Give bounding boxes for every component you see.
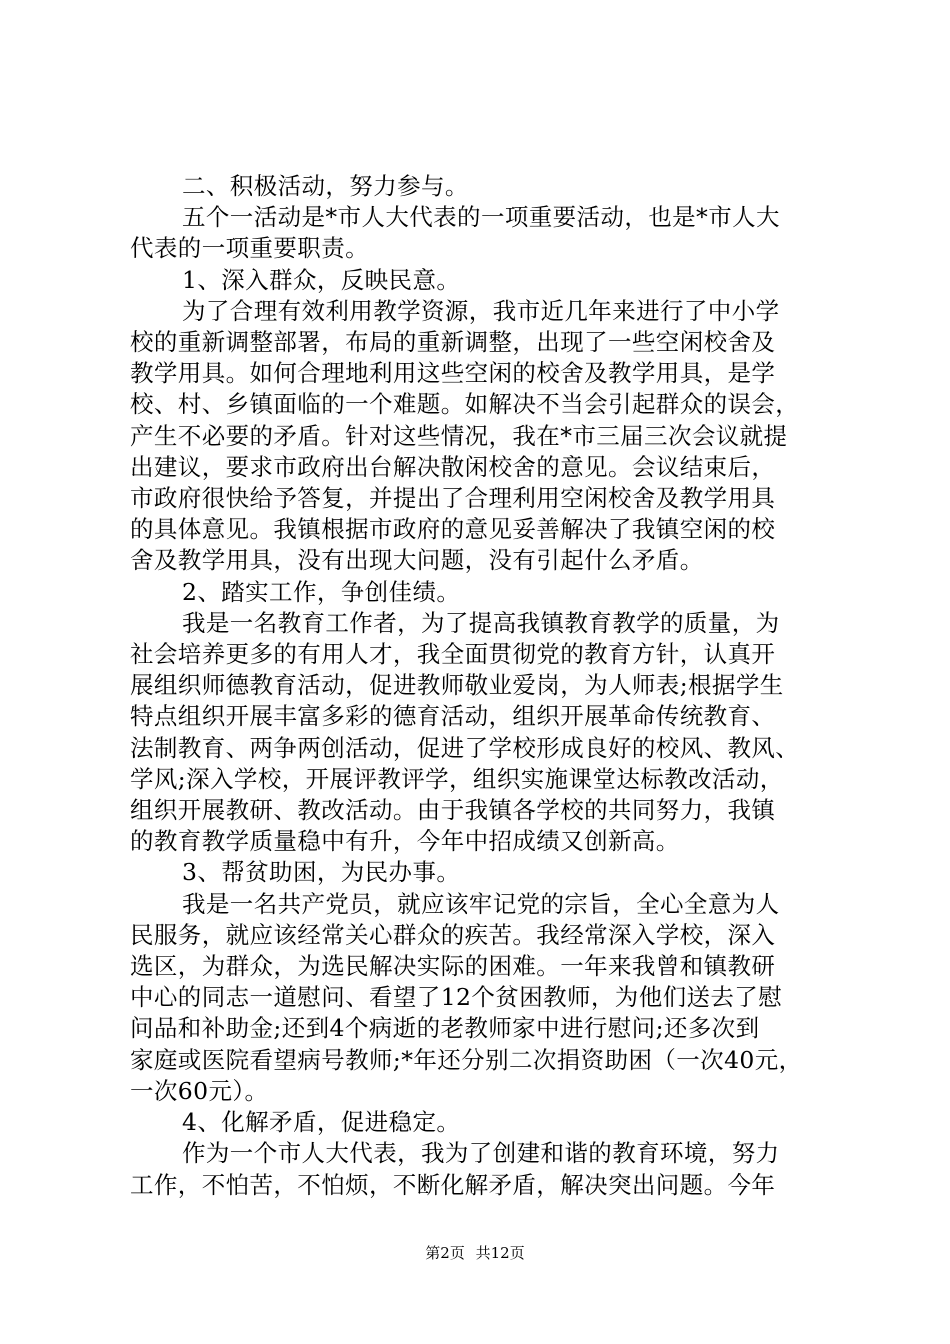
text-line: 1、深入群众，反映民意。: [182, 265, 461, 294]
text-line: 教学用具。如何合理地利用这些空闲的校舍及教学用具，是学: [130, 359, 776, 388]
text-line: 学风;深入学校，开展评教评学，组织实施课堂达标教改活动，: [130, 764, 784, 793]
text-line: 组织开展教研、教改活动。由于我镇各学校的共同努力，我镇: [130, 796, 776, 825]
text-line: 特点组织开展丰富多彩的德育活动，组织开展革命传统教育、: [130, 702, 776, 731]
page-footer: [0, 1243, 950, 1263]
page-number: 第2页: [425, 1244, 465, 1262]
text-line: 民服务，就应该经常关心群众的疾苦。我经常深入学校，深入: [130, 920, 776, 949]
page-total: 共12页: [475, 1244, 525, 1262]
text-line: 的教育教学质量稳中有升，今年中招成绩又创新高。: [130, 827, 680, 856]
text-line: 一次60元）。: [130, 1076, 269, 1105]
text-line: 2、踏实工作，争创佳绩。: [182, 577, 461, 606]
text-line: 出建议，要求市政府出台解决散闲校舍的意见。会议结束后，: [130, 452, 776, 481]
text-line: 作为一个市人大代表，我为了创建和谐的教育环境，努力: [182, 1139, 780, 1168]
text-line: 社会培养更多的有用人才，我全面贯彻党的教育方针，认真开: [130, 640, 776, 669]
text-line: 的具体意见。我镇根据市政府的意见妥善解决了我镇空闲的校: [130, 515, 776, 544]
text-line: 法制教育、两争两创活动，促进了学校形成良好的校风、教风、: [130, 733, 800, 762]
text-line: 问品和补助金;还到4个病逝的老教师家中进行慰问;还多次到: [130, 1014, 760, 1043]
text-line: 中心的同志一道慰问、看望了12个贫困教师，为他们送去了慰: [130, 983, 783, 1012]
document-body: [130, 171, 830, 1201]
text-line: 市政府很快给予答复，并提出了合理利用空闲校舍及教学用具: [130, 484, 776, 513]
text-line: 代表的一项重要职责。: [130, 234, 369, 263]
text-line: 选区，为群众，为选民解决实际的困难。一年来我曾和镇教研: [130, 952, 776, 981]
text-line: 二、积极活动，努力参与。: [182, 172, 469, 200]
text-line: 展组织师德教育活动，促进教师敬业爱岗，为人师表;根据学生: [130, 671, 784, 700]
text-line: 校、村、乡镇面临的一个难题。如解决不当会引起群众的误会，: [130, 390, 800, 419]
text-line: 4、化解矛盾，促进稳定。: [182, 1108, 461, 1137]
text-line: 我是一名教育工作者，为了提高我镇教育教学的质量，为: [182, 608, 780, 637]
text-line: 我是一名共产党员，就应该牢记党的宗旨，全心全意为人: [182, 889, 780, 918]
text-line: 工作，不怕苦，不怕烦，不断化解矛盾，解决突出问题。今年: [130, 1170, 776, 1199]
text-line: 家庭或医院看望病号教师;*年还分别二次捐资助困（一次40元，: [130, 1045, 803, 1074]
text-line: 舍及教学用具，没有出现大问题，没有引起什么矛盾。: [130, 546, 704, 575]
text-line: 为了合理有效利用教学资源，我市近几年来进行了中小学: [182, 296, 780, 325]
text-line: 校的重新调整部署，布局的重新调整，出现了一些空闲校舍及: [130, 328, 776, 357]
text-line: 产生不必要的矛盾。针对这些情况，我在*市三届三次会议就提: [130, 421, 788, 450]
text-line: 3、帮贫助困，为民办事。: [182, 858, 461, 887]
text-line: 五个一活动是*市人大代表的一项重要活动，也是*市人大: [182, 203, 780, 232]
